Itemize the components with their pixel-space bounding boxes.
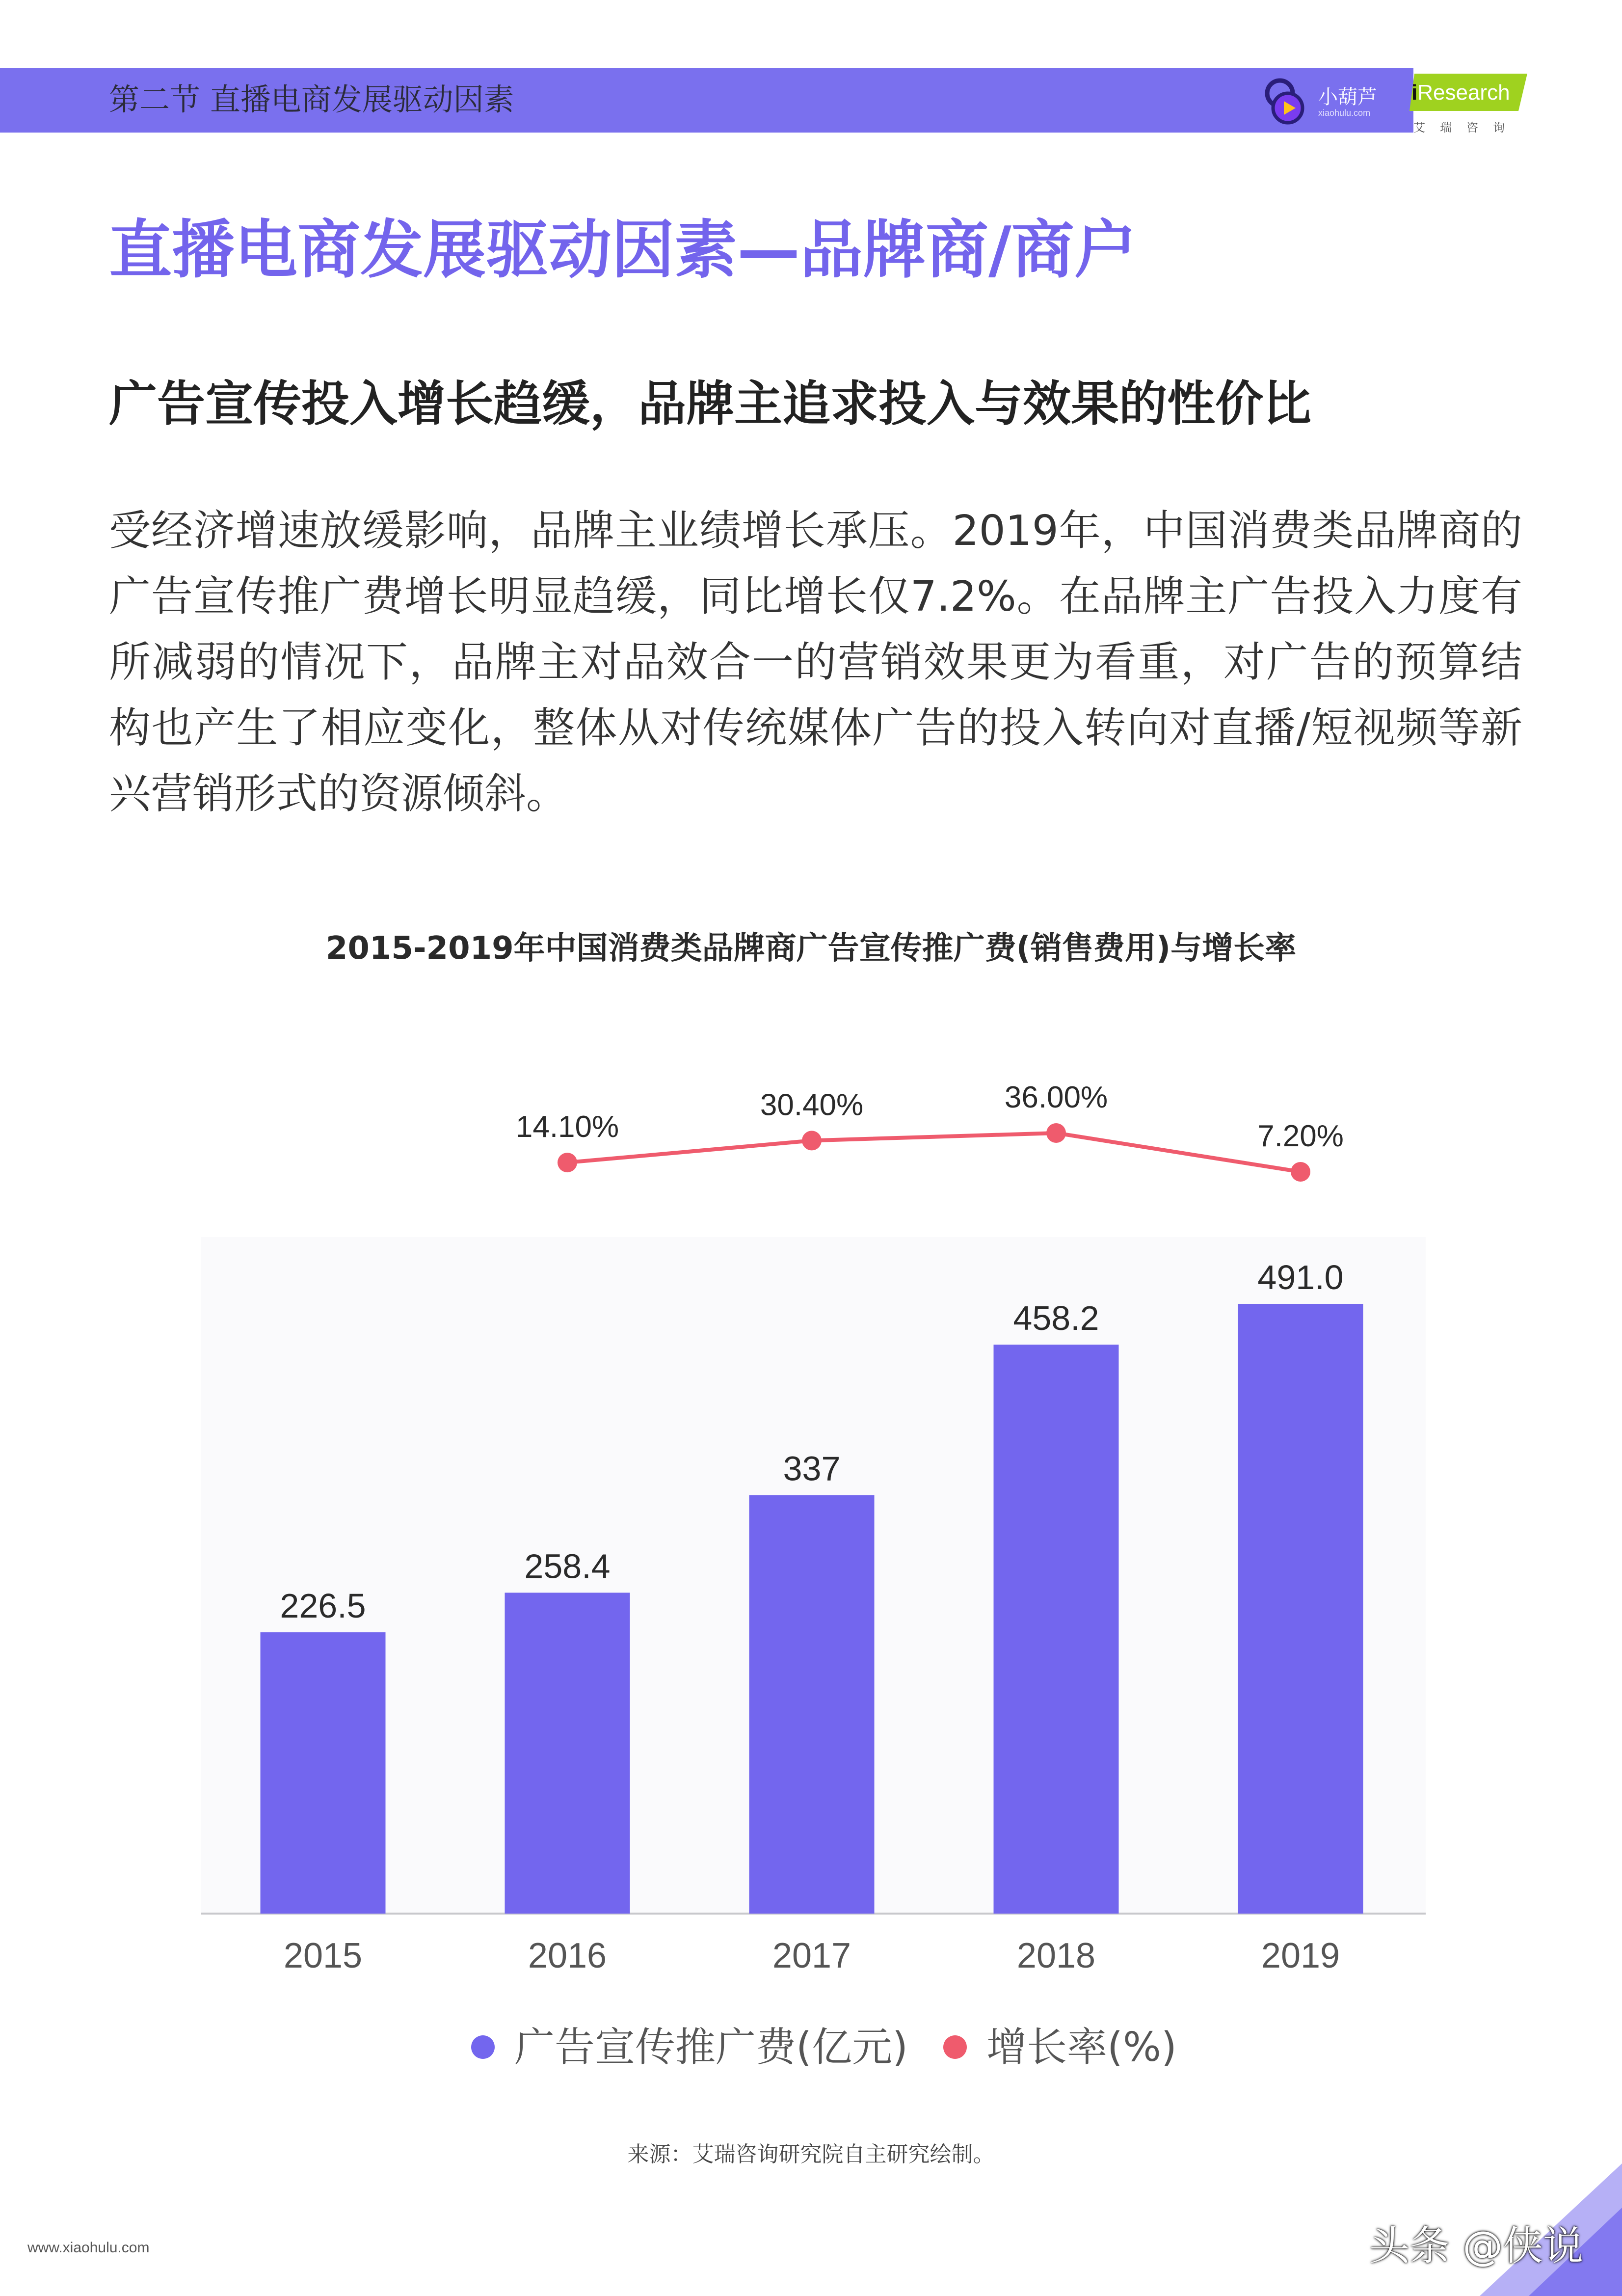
- bar-value-label: 226.5: [280, 1587, 366, 1625]
- growth-rate-label: 14.10%: [515, 1110, 619, 1144]
- bar-value-label: 258.4: [524, 1547, 611, 1586]
- legend-bar-dot-icon: [471, 2035, 495, 2059]
- legend-bar-label: 广告宣传推广费(亿元): [514, 2024, 908, 2071]
- source-note: 来源：艾瑞咨询研究院自主研究绘制。: [627, 2142, 995, 2167]
- bar-2016: [505, 1593, 630, 1914]
- growth-rate-label: 7.20%: [1257, 1119, 1344, 1153]
- bar-2019: [1238, 1304, 1363, 1914]
- bar-value-label: 458.2: [1013, 1298, 1099, 1337]
- growth-rate-label: 36.00%: [1004, 1080, 1108, 1114]
- watermark-text: 头条 @侠说: [1369, 2223, 1584, 2269]
- bar-value-label: 491.0: [1257, 1258, 1344, 1297]
- iresearch-logo-cn: 艾瑞咨询: [1413, 121, 1519, 135]
- bar-value-label: 337: [783, 1449, 841, 1488]
- bar-2015: [261, 1632, 386, 1914]
- body-paragraph: 受经济增速放缓影响，品牌主业绩增长承压。2019年，中国消费类品牌商的广告宣传推广费增长明显趋缓，同比增长仅7.2%。在品牌主广告投入力度有所减弱的情况下，品牌主对品效合一的营销效果更为看重，对广告的预算结构也产生了相应变化，整体从对传统媒体广告的投入转向对直播/短视频等新兴营销形式的资源倾斜。: [109, 507, 1522, 818]
- legend-line-label: 增长率(%): [986, 2024, 1177, 2071]
- legend-item-bar: [471, 2015, 908, 2073]
- growth-rate-point: [1046, 1123, 1066, 1143]
- page-title: 直播电商发展驱动因素—品牌商/商户: [109, 214, 1137, 287]
- growth-rate-label: 30.40%: [760, 1088, 864, 1122]
- bar-2018: [994, 1345, 1119, 1914]
- x-tick-label: 2018: [1016, 1936, 1096, 1975]
- x-tick-label: 2019: [1261, 1936, 1340, 1975]
- x-tick-label: 2017: [772, 1936, 851, 1975]
- legend-item-line: [943, 2015, 1177, 2073]
- legend-line-dot-icon: [943, 2035, 967, 2059]
- growth-rate-point: [558, 1153, 577, 1172]
- page-subtitle: 广告宣传投入增长趋缓，品牌主追求投入与效果的性价比: [109, 376, 1312, 432]
- x-tick-label: 2015: [283, 1936, 363, 1975]
- section-label: 第二节 直播电商发展驱动因素: [109, 81, 514, 117]
- bar-2017: [749, 1495, 875, 1914]
- footer-url: www.xiaohulu.com: [27, 2240, 150, 2256]
- growth-rate-point: [802, 1131, 822, 1150]
- chart-title: 2015-2019年中国消费类品牌商广告宣传推广费(销售费用)与增长率: [325, 930, 1297, 967]
- xiaohulu-logo-name: 小葫芦: [1318, 86, 1377, 108]
- iresearch-logo-research: Research: [1417, 81, 1510, 105]
- x-tick-label: 2016: [528, 1936, 607, 1975]
- xiaohulu-logo-domain: xiaohulu.com: [1318, 108, 1371, 118]
- growth-rate-point: [1291, 1162, 1310, 1182]
- growth-rate-line: [567, 1133, 1301, 1172]
- iresearch-logo-i: i: [1411, 81, 1418, 105]
